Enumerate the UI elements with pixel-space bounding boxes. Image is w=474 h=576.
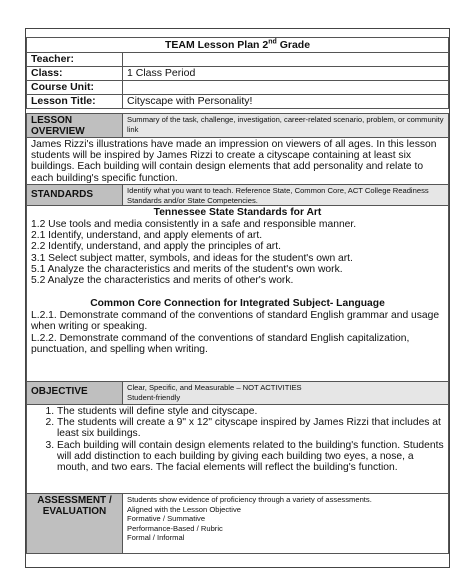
assessment-description (123, 494, 449, 554)
course-unit-label: Course Unit: (27, 81, 123, 95)
lesson-title-value: Cityscape with Personality! (123, 95, 449, 109)
objective-item: 3. Each building will contain design elements related to the building's function. Students will add distinction to each building by giving each building two eyes, a nose, a mouth, and two ears. The facial elements will reflect the building's function. (57, 440, 444, 474)
class-label: Class: (27, 67, 123, 81)
standards-label: STANDARDS (27, 185, 123, 206)
teacher-label: Teacher: (27, 53, 123, 67)
objective-body (27, 405, 449, 494)
page-title: TEAM Lesson Plan 2nd Grade (27, 38, 449, 53)
objective-label: OBJECTIVE (27, 382, 123, 405)
main-table (26, 113, 449, 554)
teacher-value (123, 53, 449, 67)
objective-desc-line: Student-friendly (127, 392, 181, 402)
tn-standard-item: 2.1 Identify, understand, and apply elements of art. (31, 230, 263, 242)
header-table (26, 37, 449, 109)
assessment-line: Performance-Based / Rubric (127, 523, 223, 533)
assessment-line: Aligned with the Lesson Objective (127, 504, 241, 514)
tn-standard-item: 1.2 Use tools and media consistently in a safe and responsible manner. (31, 219, 357, 230)
cc-heading: Common Core Connection for Integrated Subject- Language (90, 298, 385, 310)
assessment-line: Formal / Informal (127, 533, 185, 542)
objective-list (31, 406, 444, 473)
standards-description: Identify what you want to teach. Reference State, Common Core, ACT College Readiness Standards and/or State Competencies. (123, 185, 449, 206)
tn-standard-item: 3.1 Select subject matter, symbols, and ideas for the student's own art. (31, 252, 353, 264)
overview-description: Summary of the task, challenge, investigation, career-related scenario, problem, or community link (123, 114, 449, 138)
tn-standard-item: 5.1 Analyze the characteristics and merits of the student's own work. (31, 263, 343, 275)
standards-body (27, 206, 449, 382)
class-value: 1 Class Period (123, 67, 449, 81)
objective-desc-line: Clear, Specific, and Measurable – NOT ACTIVITIES (127, 383, 302, 392)
tn-standards-heading: Tennessee State Standards for Art (153, 207, 322, 218)
objective-item: 2. The students will create a 9" x 12" cityscape inspired by James Rizzi that includes at least six buildings. (57, 417, 444, 439)
overview-body: James Rizzi's illustrations have made an impression on viewers of all ages. In this lesson students will be inspired by James Rizzi to create a cityscape containing at least six buildings. Each building will contain design elements that add personality and relate to each building's specific function. (27, 138, 449, 185)
lesson-title-label: Lesson Title: (27, 95, 123, 109)
tn-standard-item: 5.2 Analyze the characteristics and merits of other's work. (31, 275, 294, 287)
cc-standard-item: L.2.2. Demonstrate command of the conventions of standard English capitalization, punctuation, and spelling when writing. (31, 332, 410, 355)
lesson-plan-page (25, 28, 450, 568)
assessment-line: Students show evidence of proficiency through a variety of assessments. (127, 495, 372, 504)
objective-description (123, 382, 449, 405)
assessment-label: ASSESSMENT / EVALUATION (27, 494, 123, 554)
cc-list (31, 310, 444, 355)
cc-standard-item: L.2.1. Demonstrate command of the conventions of standard English grammar and usage when writing or speaking. (31, 310, 440, 333)
course-unit-value (123, 81, 449, 95)
tn-standard-item: 2.2 Identify, understand, and apply the principles of art. (31, 241, 281, 253)
objective-item: 1. The students will define style and cityscape. (57, 406, 444, 417)
tn-standards-list (31, 219, 444, 286)
assessment-line: Formative / Summative (127, 514, 206, 523)
overview-label: LESSON OVERVIEW (27, 114, 123, 138)
